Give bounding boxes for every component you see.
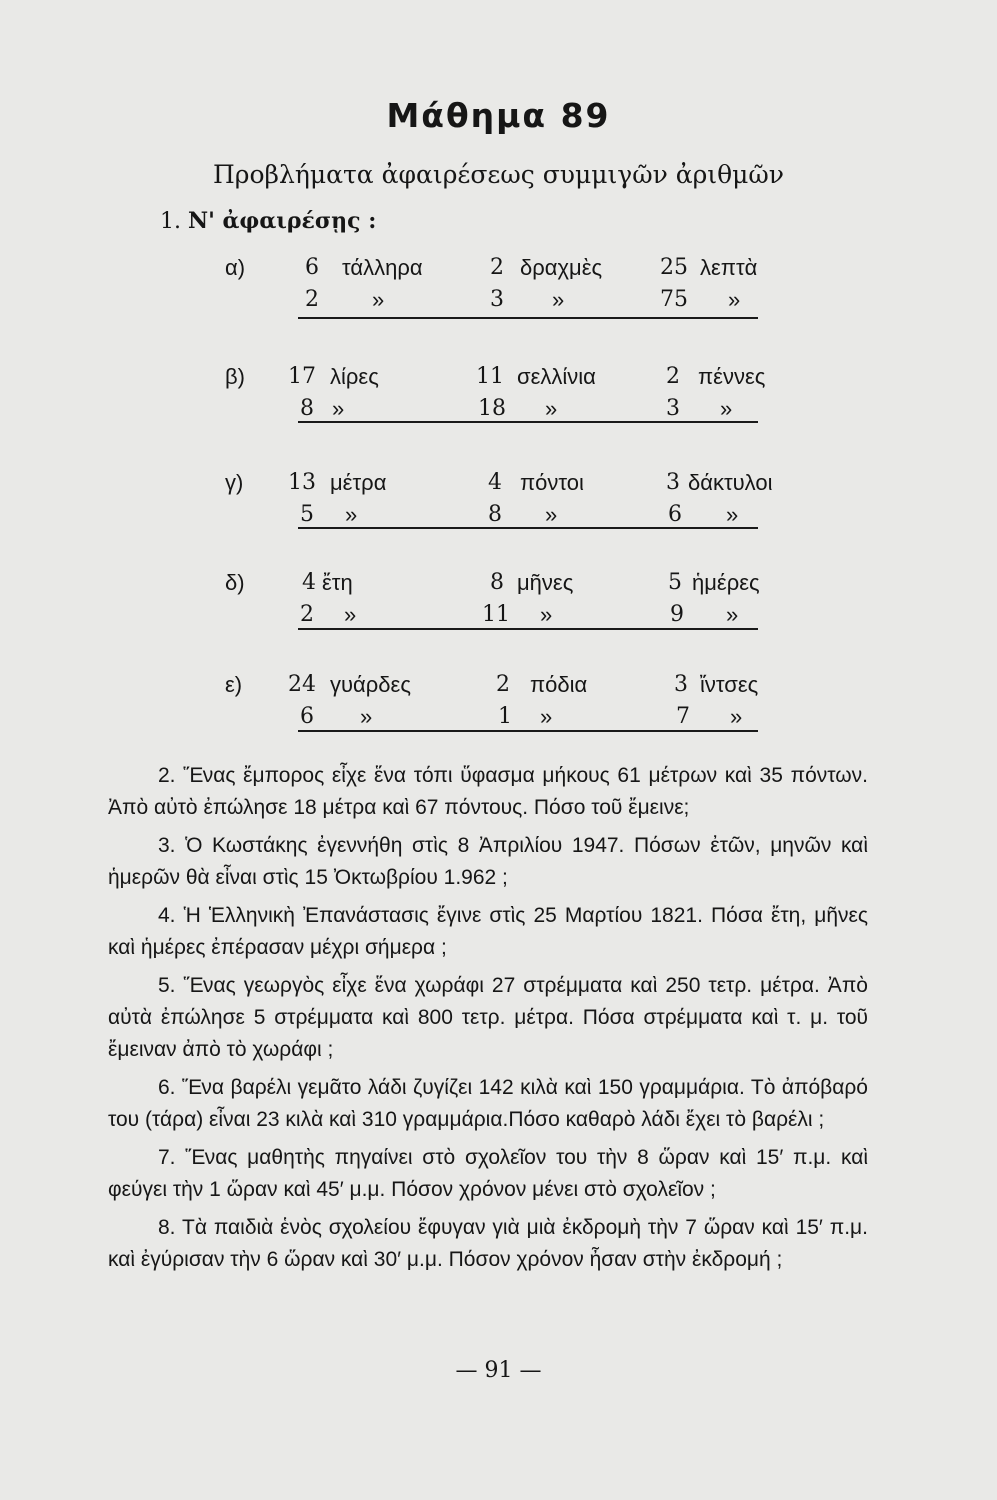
value: 4 (488, 470, 502, 495)
instruction (160, 208, 376, 234)
value: 6 (668, 502, 682, 527)
value: 8 (490, 570, 504, 595)
problem-2: 2. Ἕνας ἔμπορος εἶχε ἕνα τόπι ὕφασμα μήκους 61 μέτρων καὶ 35 πόντων. Ἀπὸ αὐτὸ ἐπώλησε 18 μέτρα καὶ 67 πόντους. Πόσο τοῦ ἔμεινε; (108, 764, 868, 819)
exercise-label: δ) (225, 570, 245, 595)
subtraction-line (298, 317, 758, 319)
value: 3 (674, 672, 688, 697)
problem-5: 5. Ἕνας γεωργὸς εἶχε ἕνα χωράφι 27 στρέμματα καὶ 250 τετρ. μέτρα. Ἀπὸ αὐτὰ ἐπώλησε 5 στρέμματα καὶ 800 τετρ. μέτρα. Πόσα στρέμματα καὶ τ. μ. τοῦ ἔμειναν ἀπὸ τὸ χωράφι ; (108, 974, 868, 1061)
value: 13 (288, 470, 316, 495)
unit: πόδια (530, 672, 588, 697)
subtraction-line (298, 628, 758, 630)
unit: πέννες (698, 364, 766, 389)
value: 24 (288, 672, 316, 697)
unit: σελλίνια (517, 364, 596, 389)
instruction-number: 1. (160, 209, 181, 234)
value: 18 (478, 396, 506, 421)
value: 2 (490, 255, 504, 280)
unit: ἔτη (322, 570, 353, 595)
unit: λίρες (330, 364, 379, 389)
value: 17 (288, 364, 316, 389)
ditto-mark: » (545, 396, 558, 421)
exercise-b (0, 364, 997, 444)
value: 6 (305, 255, 319, 280)
subtraction-line (298, 730, 758, 732)
exercise-a (0, 255, 997, 335)
value: 2 (666, 364, 680, 389)
value: 2 (305, 287, 319, 312)
subtraction-line (298, 527, 758, 529)
value: 9 (670, 602, 684, 627)
ditto-mark: » (540, 602, 553, 627)
value: 1 (498, 704, 512, 729)
ditto-mark: » (720, 396, 733, 421)
value: 75 (660, 287, 688, 312)
value: 2 (496, 672, 510, 697)
exercise-c (0, 470, 997, 550)
ditto-mark: » (545, 502, 558, 527)
value: 4 (302, 570, 316, 595)
value: 11 (476, 364, 504, 389)
problem-7: 7. Ἕνας μαθητὴς πηγαίνει στὸ σχολεῖον του τὴν 8 ὥραν καὶ 15′ π.μ. καὶ φεύγει τὴν 1 ὥραν καὶ 45′ μ.μ. Πόσον χρόνον μένει στὸ σχολεῖον ; (108, 1146, 868, 1201)
problem-4: 4. Ἡ Ἑλληνικὴ Ἐπανάστασις ἔγινε στὶς 25 Μαρτίου 1821. Πόσα ἔτη, μῆνες καὶ ἡμέρες ἐπέρασαν μέχρι σήμερα ; (108, 904, 868, 959)
unit: τάλληρα (342, 255, 423, 280)
ditto-mark: » (730, 704, 743, 729)
exercise-d (0, 570, 997, 650)
value: 11 (482, 602, 510, 627)
unit: πόντοι (520, 470, 584, 495)
page-number: — 91 — (455, 1358, 542, 1383)
instruction-text: Ν' ἀφαιρέσῃς : (188, 208, 377, 234)
lesson-subtitle: Προβλήματα ἀφαιρέσεως συμμιγῶν ἀριθμῶν (213, 160, 784, 189)
ditto-mark: » (726, 602, 739, 627)
unit: ἴντσες (700, 672, 759, 697)
value: 3 (490, 287, 504, 312)
exercise-label: β) (225, 364, 245, 389)
ditto-mark: » (726, 502, 739, 527)
unit: δραχμὲς (520, 255, 603, 280)
value: 3 (666, 470, 680, 495)
exercise-e (0, 672, 997, 752)
unit: ἡμέρες (692, 570, 760, 595)
unit: δάκτυλοι (688, 470, 773, 495)
problem-6: 6. Ἕνα βαρέλι γεμᾶτο λάδι ζυγίζει 142 κιλὰ καὶ 150 γραμμάρια. Τὸ ἀπόβαρό του (τάρα) εἶναι 23 κιλὰ καὶ 310 γραμμάρια.Πόσο καθαρὸ λάδι ἔχει τὸ βαρέλι ; (108, 1076, 868, 1131)
ditto-mark: » (372, 287, 385, 312)
value: 5 (300, 502, 314, 527)
ditto-mark: » (345, 502, 358, 527)
ditto-mark: » (344, 602, 357, 627)
ditto-mark: » (360, 704, 373, 729)
problem-3: 3. Ὁ Κωστάκης ἐγεννήθη στὶς 8 Ἀπριλίου 1947. Πόσων ἐτῶν, μηνῶν καὶ ἡμερῶν θὰ εἶναι στὶς 15 Ὀκτωβρίου 1.962 ; (108, 834, 868, 889)
value: 6 (300, 704, 314, 729)
unit: λεπτὰ (700, 255, 758, 280)
unit: γυάρδες (330, 672, 411, 697)
exercise-label: γ) (225, 470, 244, 495)
value: 7 (676, 704, 690, 729)
value: 8 (488, 502, 502, 527)
exercise-label: α) (225, 255, 246, 280)
unit: μῆνες (517, 570, 574, 595)
value: 25 (660, 255, 688, 280)
unit: μέτρα (330, 470, 387, 495)
problem-8: 8. Τὰ παιδιὰ ἑνὸς σχολείου ἔφυγαν γιὰ μιὰ ἐκδρομὴ τὴν 7 ὥραν καὶ 15′ π.μ. καὶ ἐγύρισαν τὴν 6 ὥραν καὶ 30′ μ.μ. Πόσον χρόνον ἦσαν στὴν ἐκδρομή ; (108, 1216, 868, 1271)
ditto-mark: » (540, 704, 553, 729)
value: 5 (668, 570, 682, 595)
value: 3 (666, 396, 680, 421)
value: 8 (300, 396, 314, 421)
word-problems (108, 760, 868, 1282)
ditto-mark: » (552, 287, 565, 312)
lesson-title: Μάθημα 89 (386, 96, 611, 135)
value: 2 (300, 602, 314, 627)
subtraction-line (298, 421, 758, 423)
ditto-mark: » (332, 396, 345, 421)
ditto-mark: » (728, 287, 741, 312)
exercise-label: ε) (225, 672, 243, 697)
